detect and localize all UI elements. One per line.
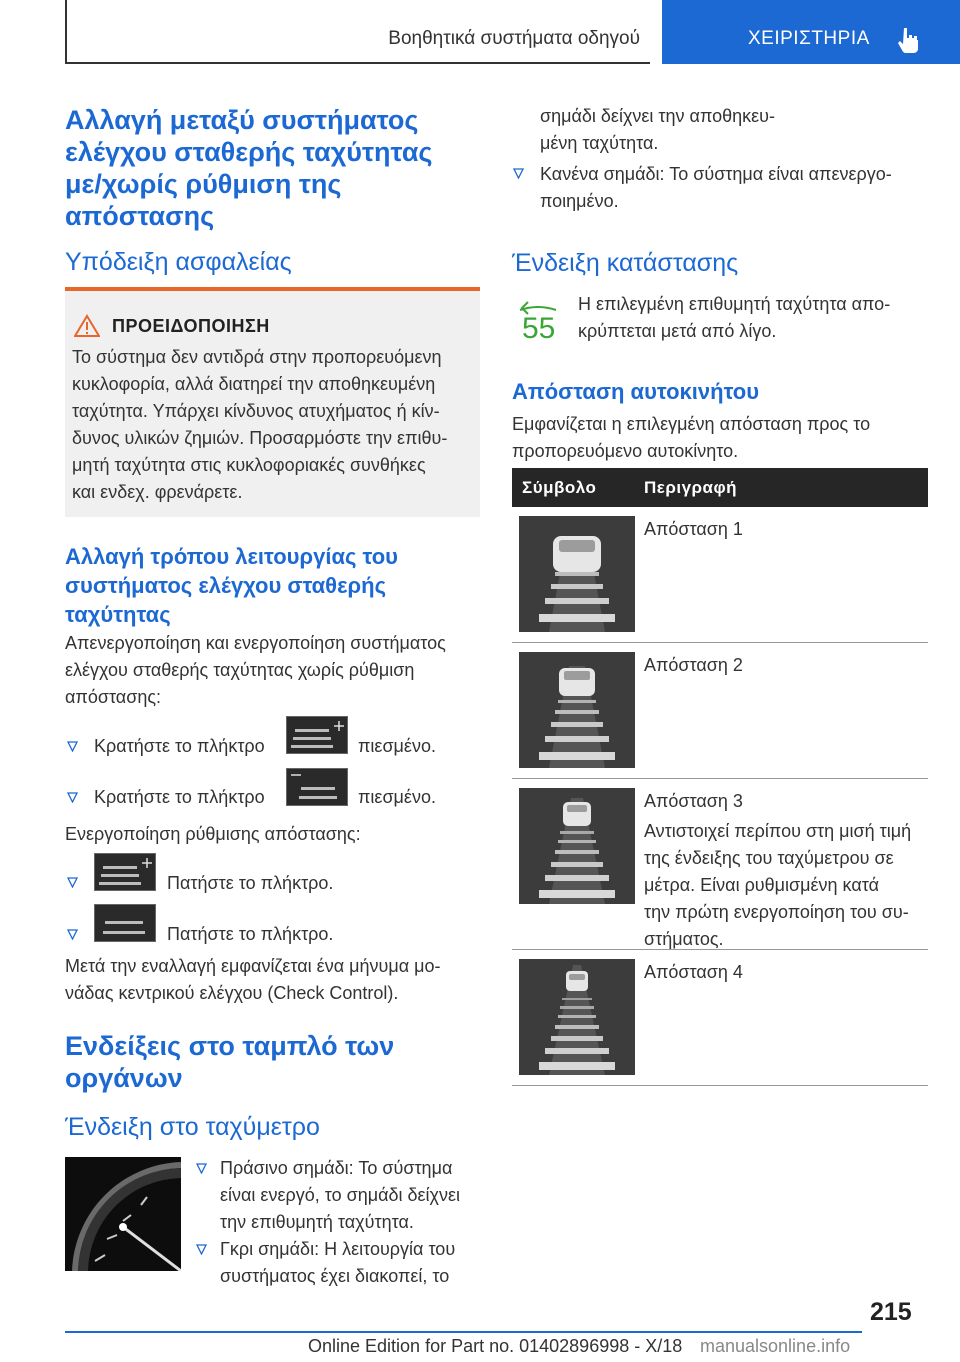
hold-key-text-1: Κρατήστε το πλήκτρο — [94, 736, 265, 756]
bullet-triangle-icon — [67, 877, 78, 888]
warning-text: Το σύστημα δεν αντιδρά στην προπορευόμενη κυκλοφορία, αλλά διατηρεί την αποθηκευμένη ταχύτητα. Υπάρχει κίνδυνος ατυχήματος ή κίν- δυνος υλικών ζημιών. Προσαρμόστε την επιθυ- μητή ταχύτητα στις κυκλοφοριακές συνθήκες και ενδεχ. φρενάρετε. — [72, 347, 448, 502]
distance-3-description: Αντιστοιχεί περίπου στη μισή τιμή της ένδειξης του ταχύμετρου σε μέτρα. Είναι ρυθμισμένη κατά την πρώτη ενεργοποίηση του συ- στήματος. — [644, 821, 912, 949]
hold-key-text-2: Κρατήστε το πλήκτρο — [94, 787, 265, 807]
status-speed-value: 55 — [522, 312, 556, 345]
distance-1-label: Απόσταση 1 — [644, 519, 743, 539]
chapter-tab-label: ΧΕΙΡΙΣΤΗΡΙΑ — [748, 28, 870, 49]
cluster-heading: Ενδείξεις στο ταμπλό των οργάνων — [65, 1031, 395, 1093]
grey-mark-text: Γκρι σημάδι: Η λειτουργία του συστήματος έχει διακοπεί, το — [220, 1239, 456, 1286]
status-heading: Ένδειξη κατάστασης — [512, 249, 739, 277]
distance-2-image — [519, 652, 635, 768]
green-mark-text: Πράσινο σημάδι: Το σύστημα είναι ενεργό, το σημάδι δείχνει την επιθυμητή ταχύτητα. — [220, 1158, 461, 1232]
table-row-divider — [512, 778, 928, 779]
distance-minus-key-icon — [286, 768, 348, 806]
main-title: Αλλαγή μεταξύ συστήματος ελέγχου σταθερής ταχύτητας με/χωρίς ρύθμιση της απόστασης — [65, 105, 433, 231]
bullet-triangle-icon — [67, 741, 78, 752]
speedometer-image — [65, 1157, 181, 1271]
watermark: manualsonline.info — [700, 1336, 851, 1356]
press-key-text-2: Πατήστε το πλήκτρο. — [167, 924, 334, 944]
distance-4-label: Απόσταση 4 — [644, 962, 743, 982]
distance-1-image — [519, 516, 635, 632]
footer-rule — [65, 1331, 862, 1333]
safety-heading: Υπόδειξη ασφαλείας — [65, 248, 292, 276]
hold-key-suffix-1: πιεσμένο. — [358, 736, 436, 756]
table-row-divider — [512, 1085, 928, 1086]
distance-2-label: Απόσταση 2 — [644, 655, 743, 675]
bullet-triangle-icon — [67, 929, 78, 940]
distance-text: Εμφανίζεται η επιλεγμένη απόσταση προς το προπορευόμενο αυτοκίνητο. — [512, 414, 871, 461]
distance-3-image — [519, 788, 635, 904]
distance-plus-key-icon — [94, 853, 156, 891]
bullet-triangle-icon — [196, 1163, 207, 1174]
distance-heading: Απόσταση αυτοκινήτου — [512, 379, 760, 404]
table-col-description: Περιγραφή — [644, 478, 738, 497]
edition-text: Online Edition for Part no. 01402896998 - X/18 — [308, 1336, 683, 1356]
bullet-triangle-icon — [513, 168, 524, 179]
distance-4-image — [519, 959, 635, 1075]
warning-triangle-icon — [74, 314, 100, 338]
table-row-divider — [512, 949, 928, 950]
status-text: Η επιλεγμένη επιθυμητή ταχύτητα απο- κρύπτεται μετά από λίγο. — [578, 294, 891, 341]
distance-key-icon — [94, 904, 156, 942]
page-number: 215 — [870, 1298, 912, 1326]
no-mark-text: Κανένα σημάδι: Το σύστημα είναι απενεργο- ποιημένο. — [540, 164, 892, 211]
mode-heading: Αλλαγή τρόπου λειτουργίας του συστήματος ελέγχου σταθερής ταχύτητας — [65, 544, 398, 627]
hold-key-suffix-2: πιεσμένο. — [358, 787, 436, 807]
after-switch-text: Μετά την εναλλαγή εμφανίζεται ένα μήνυμα μο- νάδας κεντρικού ελέγχου (Check Control). — [65, 956, 441, 1003]
activate-text: Ενεργοποίηση ρύθμισης απόστασης: — [65, 824, 361, 844]
section-title: Βοηθητικά συστήματα οδηγού — [388, 28, 640, 49]
distance-3-label: Απόσταση 3 — [644, 791, 743, 811]
speedo-heading: Ένδειξη στο ταχύμετρο — [65, 1113, 320, 1141]
grey-mark-continued: σημάδι δείχνει την αποθηκευ- μένη ταχύτητα. — [540, 106, 776, 153]
warning-title: ΠΡΟΕΙΔΟΠΟΙΗΣΗ — [112, 316, 270, 336]
distance-plus-key-icon — [286, 716, 348, 754]
bullet-triangle-icon — [196, 1244, 207, 1255]
table-col-symbol: Σύμβολο — [522, 478, 597, 497]
hand-pointer-icon — [896, 26, 922, 54]
mode-text: Απενεργοποίηση και ενεργοποίηση συστήματος ελέγχου σταθερής ταχύτητας χωρίς ρύθμιση απόστασης: — [65, 633, 446, 707]
press-key-text-1: Πατήστε το πλήκτρο. — [167, 873, 334, 893]
table-row-divider — [512, 642, 928, 643]
bullet-triangle-icon — [67, 792, 78, 803]
